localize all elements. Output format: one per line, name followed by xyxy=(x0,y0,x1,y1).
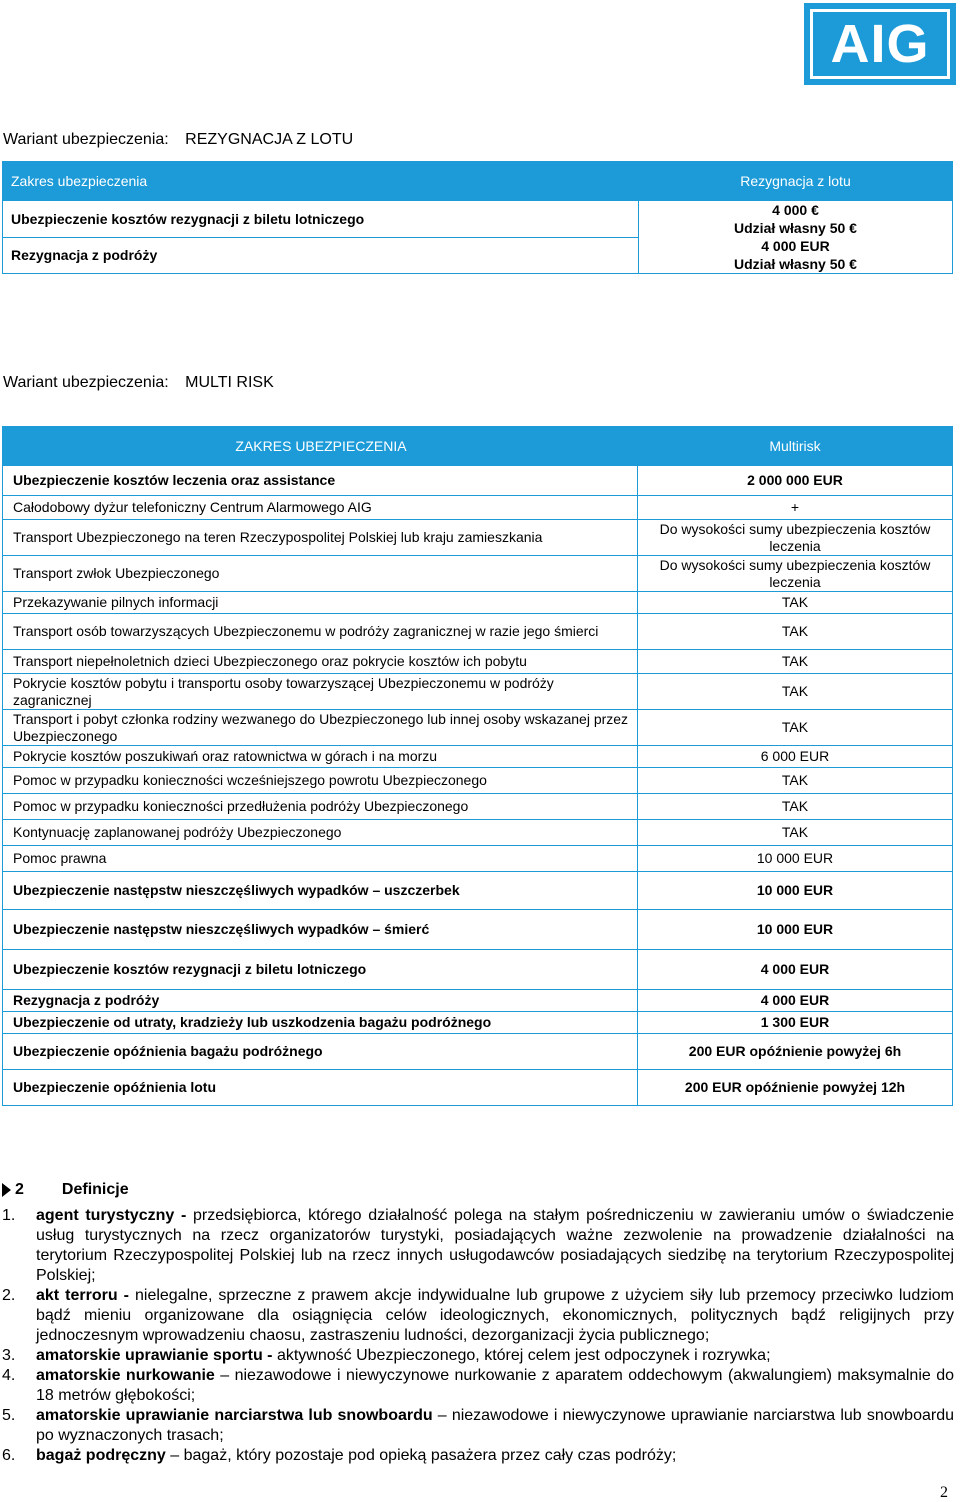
variant-name: MULTI RISK xyxy=(185,374,274,391)
variant-label: Wariant ubezpieczenia: xyxy=(3,374,169,391)
row-label: Pokrycie kosztów pobytu i transportu osoby towarzyszącej Ubezpieczonemu w podróży zagranicznej xyxy=(3,674,638,710)
table-row xyxy=(3,496,953,520)
row-label: Ubezpieczenie następstw nieszczęśliwych wypadków – uszczerbek xyxy=(3,872,638,910)
row-label: Rezygnacja z podróży xyxy=(3,990,638,1012)
row-label: Pomoc w przypadku konieczności wcześniejszego powrotu Ubezpieczonego xyxy=(3,768,638,794)
row-label: Przekazywanie pilnych informacji xyxy=(3,592,638,614)
row-value: 4 000 EUR xyxy=(638,990,953,1012)
row-value: 10 000 EUR xyxy=(638,846,953,872)
definition-term: amatorskie uprawianie sportu - xyxy=(36,1347,273,1364)
table-header-row xyxy=(3,427,953,466)
table-row xyxy=(3,556,953,592)
row-label: Ubezpieczenie od utraty, kradzieży lub uszkodzenia bagażu podróżnego xyxy=(3,1012,638,1034)
row-value: TAK xyxy=(638,768,953,794)
row-label: Ubezpieczenie opóźnienia bagażu podróżnego xyxy=(3,1034,638,1070)
value-line: 4 000 EUR xyxy=(761,238,830,254)
variant-2-heading xyxy=(3,374,274,392)
table-row xyxy=(3,846,953,872)
arrow-bullet-icon xyxy=(2,1183,11,1197)
row-value: Do wysokości sumy ubezpieczenia kosztów leczenia xyxy=(638,556,953,592)
header-cell: ZAKRES UBEZPIECZENIA xyxy=(3,427,638,466)
table-row xyxy=(3,592,953,614)
value-line: Udział własny 50 € xyxy=(734,220,857,236)
row-value: TAK xyxy=(638,592,953,614)
section-number: 2 xyxy=(15,1181,24,1198)
row-label: Ubezpieczenie następstw nieszczęśliwych wypadków – śmierć xyxy=(3,910,638,950)
definition-item xyxy=(2,1366,954,1406)
row-label: Kontynuację zaplanowanej podróży Ubezpieczonego xyxy=(3,820,638,846)
table-rezygnacja xyxy=(2,161,953,274)
definition-body: – niezawodowe i niewyczynowe uprawianie narciarstwa lub snowboardu po wyznaczonych trasach; xyxy=(36,1407,955,1444)
row-label: Transport zwłok Ubezpieczonego xyxy=(3,556,638,592)
row-value: TAK xyxy=(638,794,953,820)
row-label: Ubezpieczenie kosztów leczenia oraz assistance xyxy=(3,466,638,496)
row-value: 200 EUR opóźnienie powyżej 6h xyxy=(638,1034,953,1070)
aig-logo xyxy=(804,3,956,85)
row-label: Pomoc w przypadku konieczności przedłużenia podróży Ubezpieczonego xyxy=(3,794,638,820)
row-value: TAK xyxy=(638,674,953,710)
definition-term: agent turystyczny - xyxy=(36,1207,187,1224)
definition-number: 6. xyxy=(2,1447,16,1464)
row-label: Ubezpieczenie opóźnienia lotu xyxy=(3,1070,638,1106)
definitions-list xyxy=(2,1206,954,1466)
table-header-row xyxy=(3,162,953,201)
section-title: Definicje xyxy=(61,1181,129,1198)
section-heading xyxy=(2,1180,954,1200)
row-label: Transport osób towarzyszących Ubezpieczonemu w podróży zagranicznej w razie jego śmierci xyxy=(3,614,638,650)
table-row xyxy=(3,872,953,910)
row-value: TAK xyxy=(638,710,953,746)
table-row xyxy=(3,746,953,768)
variant-name: REZYGNACJA Z LOTU xyxy=(185,131,354,148)
table-body xyxy=(3,466,953,1106)
table-multirisk xyxy=(2,426,953,1106)
definition-term: bagaż podręczny xyxy=(36,1447,166,1464)
row-value: TAK xyxy=(638,820,953,846)
row-label: Ubezpieczenie kosztów rezygnacji z biletu lotniczego xyxy=(3,201,639,238)
table-row xyxy=(3,650,953,674)
definition-body: – bagaż, który pozostaje pod opieką pasażera przez cały czas podróży; xyxy=(165,1447,677,1464)
row-value: 1 300 EUR xyxy=(638,1012,953,1034)
table-row xyxy=(3,820,953,846)
table-row xyxy=(3,794,953,820)
table-row xyxy=(3,950,953,990)
row-value: + xyxy=(638,496,953,520)
definition-text xyxy=(36,1366,954,1406)
table-row xyxy=(3,466,953,496)
row-value xyxy=(639,201,953,274)
table-row xyxy=(3,1070,953,1106)
definition-body: nielegalne, sprzeczne z prawem akcje indywidualne lub grupowe z użyciem siły lub przemocy przeciwko ludziom bądź mieniu organizowane dla osiągnięcia celów ideologicznych, ekonomicznych, politycznych bądź religijnych przy jednoczesnym wprowadzeniu chaosu, zastraszeniu ludności, dezorganizacji życia publicznego; xyxy=(36,1287,955,1344)
table-row xyxy=(3,1034,953,1070)
definition-item xyxy=(2,1346,954,1366)
row-label: Pomoc prawna xyxy=(3,846,638,872)
value-line: 4 000 € xyxy=(772,202,819,218)
row-label: Całodobowy dyżur telefoniczny Centrum Alarmowego AIG xyxy=(3,496,638,520)
row-label: Transport i pobyt członka rodziny wezwanego do Ubezpieczonego lub innej osoby wskazanej przez Ubezpieczonego xyxy=(3,710,638,746)
definition-item xyxy=(2,1206,954,1286)
definition-text xyxy=(36,1206,954,1286)
definitions-section xyxy=(2,1180,954,1466)
aig-logo-text: AIG xyxy=(810,9,950,79)
variant-label: Wariant ubezpieczenia: xyxy=(3,131,169,148)
definition-item xyxy=(2,1406,954,1446)
page-number: 2 xyxy=(940,1484,948,1501)
table-row xyxy=(3,201,953,238)
table-row xyxy=(3,1012,953,1034)
definition-number: 5. xyxy=(2,1407,16,1424)
row-value: 4 000 EUR xyxy=(638,950,953,990)
definition-text xyxy=(36,1406,954,1446)
table-row xyxy=(3,674,953,710)
header-cell: Rezygnacja z lotu xyxy=(639,162,953,201)
row-value: 2 000 000 EUR xyxy=(638,466,953,496)
definition-number: 4. xyxy=(2,1367,16,1384)
definition-body: przedsiębiorca, którego działalność polega na stałym pośredniczeniu w zawieraniu umów o świadczenie usług turystycznych na rzecz organizatorów turystyki, posiadających ważne zezwolenie na prowadzenie działalności na terytorium Rzeczypospolitej Polskiej lub na rzecz innych usługodawców posiadających siedzibę na terytorium Rzeczypospolitej Polskiej; xyxy=(36,1207,954,1284)
table-row xyxy=(3,910,953,950)
definition-number: 3. xyxy=(2,1347,16,1364)
table-row xyxy=(3,768,953,794)
definition-body: aktywność Ubezpieczonego, której celem jest odpoczynek i rozrywka; xyxy=(272,1347,771,1364)
definition-number: 2. xyxy=(2,1287,16,1304)
definition-term: amatorskie nurkowanie xyxy=(36,1367,215,1384)
row-value: 10 000 EUR xyxy=(638,910,953,950)
definition-item xyxy=(2,1286,954,1346)
table-row xyxy=(3,520,953,556)
row-value: 10 000 EUR xyxy=(638,872,953,910)
table-row xyxy=(3,614,953,650)
variant-1-heading xyxy=(3,131,353,149)
definition-text xyxy=(36,1446,954,1466)
definition-term: amatorskie uprawianie narciarstwa lub snowboardu xyxy=(36,1407,433,1424)
row-label: Ubezpieczenie kosztów rezygnacji z biletu lotniczego xyxy=(3,950,638,990)
row-value: 200 EUR opóźnienie powyżej 12h xyxy=(638,1070,953,1106)
value-line: Udział własny 50 € xyxy=(734,256,857,272)
definition-text xyxy=(36,1346,954,1366)
row-label: Transport niepełnoletnich dzieci Ubezpieczonego oraz pokrycie kosztów ich pobytu xyxy=(3,650,638,674)
definition-text xyxy=(36,1286,954,1346)
definition-number: 1. xyxy=(2,1207,16,1224)
table-row xyxy=(3,990,953,1012)
definition-body: – niezawodowe i niewyczynowe nurkowanie z aparatem oddechowym (akwalungiem) maksymalnie do 18 metrów głębokości; xyxy=(36,1367,954,1404)
row-label: Transport Ubezpieczonego na teren Rzeczypospolitej Polskiej lub kraju zamieszkania xyxy=(3,520,638,556)
row-value: 6 000 EUR xyxy=(638,746,953,768)
row-label: Rezygnacja z podróży xyxy=(3,237,639,274)
header-cell: Zakres ubezpieczenia xyxy=(3,162,639,201)
row-value: TAK xyxy=(638,614,953,650)
definition-term: akt terroru - xyxy=(36,1287,129,1304)
definition-item xyxy=(2,1446,954,1466)
row-label: Pokrycie kosztów poszukiwań oraz ratownictwa w górach i na morzu xyxy=(3,746,638,768)
header-cell: Multirisk xyxy=(638,427,953,466)
table-row xyxy=(3,710,953,746)
row-value: TAK xyxy=(638,650,953,674)
row-value: Do wysokości sumy ubezpieczenia kosztów leczenia xyxy=(638,520,953,556)
